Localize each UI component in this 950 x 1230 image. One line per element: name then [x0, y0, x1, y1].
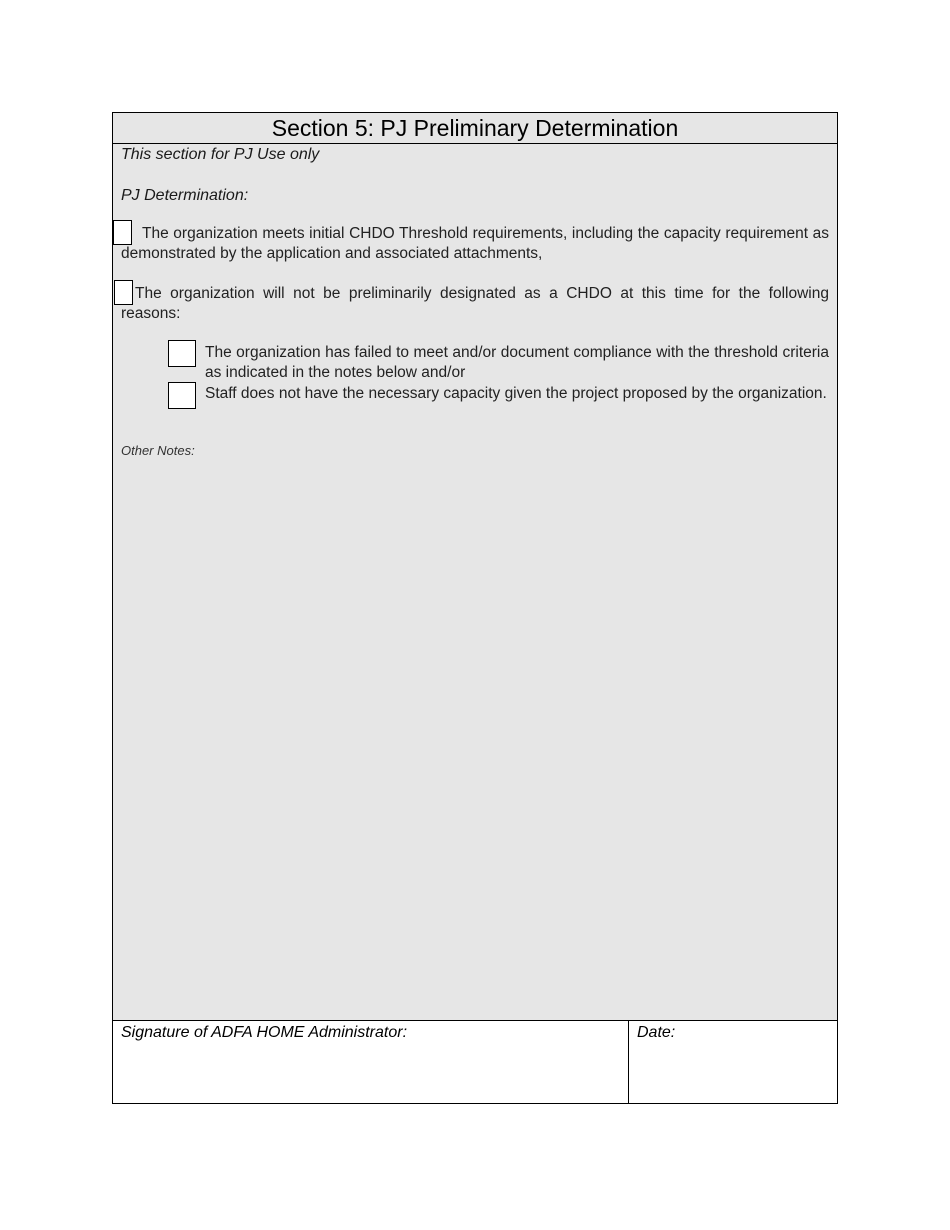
staff-capacity-text: Staff does not have the necessary capacity given the project proposed by the organization.	[205, 385, 827, 402]
staff-capacity-checkbox[interactable]	[168, 382, 196, 409]
date-field[interactable]	[629, 1021, 837, 1103]
signature-label: Signature of ADFA HOME Administrator:	[121, 1024, 408, 1041]
use-note: This section for PJ Use only	[121, 146, 320, 163]
determination-form	[112, 112, 838, 1104]
signature-row	[113, 1020, 837, 1103]
signature-field[interactable]	[113, 1021, 629, 1103]
failed-threshold-checkbox[interactable]	[168, 340, 196, 367]
date-label: Date:	[637, 1024, 676, 1041]
section-title: Section 5: PJ Preliminary Determination	[113, 113, 837, 144]
determination-label: PJ Determination:	[121, 187, 249, 204]
meets-threshold-text: The organization meets initial CHDO Threshold requirements, including the capacity requirement as demonstrated by the application and associated attachments,	[121, 225, 829, 262]
not-designated-text: The organization will not be preliminarily designated as a CHDO at this time for the following reasons:	[121, 285, 829, 322]
determination-body	[113, 144, 837, 1020]
other-notes-label: Other Notes:	[121, 443, 195, 458]
failed-threshold-text: The organization has failed to meet and/or document compliance with the threshold criteria as indicated in the notes below and/or	[205, 344, 829, 381]
